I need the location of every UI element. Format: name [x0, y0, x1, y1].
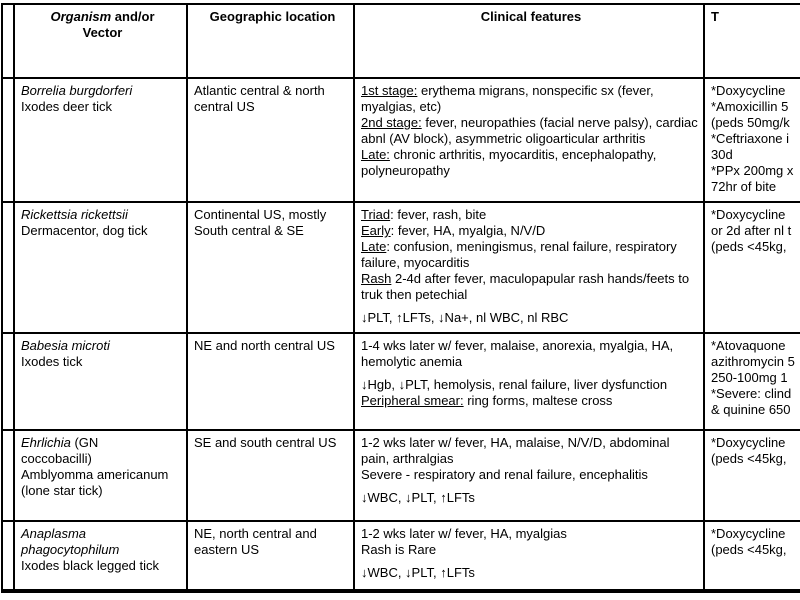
text-run: chronic arthritis, myocarditis, encephalopathy, polyneuropathy [361, 147, 657, 178]
text-run: Dermacentor, dog tick [21, 223, 148, 238]
text-run: Borrelia burgdorferi [21, 83, 133, 98]
text-run: *Atovaquone [711, 338, 786, 353]
paragraph [361, 83, 701, 179]
text-run: 30d [711, 147, 733, 162]
text-run: Babesia microti [21, 338, 110, 353]
text-run: Ixodes tick [21, 354, 83, 369]
text-run: *Doxycycline [711, 526, 786, 541]
organism-cell [14, 78, 187, 202]
clinical-cell [354, 202, 704, 333]
header-organism-vector [14, 4, 187, 78]
text-run: 2nd stage: [361, 115, 422, 130]
stub-cell [2, 430, 14, 521]
text-run: SE and south central US [194, 435, 337, 450]
text-run: azithromycin 5 [711, 354, 795, 369]
treatment-cell [704, 78, 800, 202]
paragraph [361, 565, 701, 581]
text-run: *Doxycycline [711, 435, 786, 450]
paragraph [711, 83, 800, 195]
text-run: (peds <45kg, [711, 239, 787, 254]
text-run: *Severe: clind [711, 386, 792, 401]
text-run: Rash is Rare [361, 542, 437, 557]
clinical-cell [354, 333, 704, 430]
text-run: Ixodes black legged tick [21, 558, 160, 573]
paragraph [194, 9, 351, 25]
paragraph [711, 435, 800, 467]
text-run: Vector [82, 25, 123, 40]
paragraph [194, 526, 351, 558]
header-geographic-location [187, 4, 354, 78]
text-run: Ehrlichia [21, 435, 71, 450]
text-run: Anaplasma [21, 526, 87, 541]
text-run: ↓WBC, ↓PLT, ↑LFTs [361, 490, 475, 505]
clinical-cell [354, 430, 704, 521]
paragraph [194, 83, 351, 115]
paragraph [361, 377, 701, 409]
paragraph [361, 338, 701, 370]
text-run: Organism [50, 9, 112, 24]
text-run: fever, neuropathies (facial nerve palsy), cardiac abnl (AV block), asymmetric oligoarticular arthritis [361, 115, 698, 146]
text-run: Severe - respiratory and renal failure, encephalitis [361, 467, 648, 482]
treatment-cell [704, 430, 800, 521]
row-ehrlichia [2, 430, 800, 521]
paragraph [361, 310, 701, 326]
geographic-cell [187, 78, 354, 202]
treatment-cell [704, 202, 800, 333]
text-run: Early [361, 223, 391, 238]
organism-cell [14, 521, 187, 591]
organism-cell [14, 333, 187, 430]
stub-cell [2, 78, 14, 202]
text-run: or 2d after nl t [711, 223, 792, 238]
text-run: Continental US, mostly South central & SE [194, 207, 327, 238]
text-run: (peds <45kg, [711, 542, 787, 557]
text-run: Rickettsia rickettsii [21, 207, 128, 222]
paragraph [194, 435, 351, 451]
paragraph [21, 435, 184, 499]
text-run: & quinine 650 [711, 402, 791, 417]
text-run: NE, north central and eastern US [194, 526, 317, 557]
stub-cell [2, 521, 14, 591]
paragraph [21, 83, 184, 115]
text-run: *Ceftriaxone i [711, 131, 790, 146]
text-run: *Doxycycline [711, 207, 786, 222]
text-run: 2-4d after fever, maculopapular rash hands/feets to truk then petechial [361, 271, 690, 302]
paragraph [361, 490, 701, 506]
clinical-cell [354, 78, 704, 202]
paragraph [711, 207, 800, 255]
stub-cell [2, 4, 14, 78]
paragraph [361, 9, 701, 25]
paragraph [361, 526, 701, 558]
text-run: *Doxycycline [711, 83, 786, 98]
organism-cell [14, 202, 187, 333]
clinical-cell [354, 521, 704, 591]
text-run: 250-100mg 1 [711, 370, 788, 385]
paragraph [194, 338, 351, 354]
text-run: 1-4 wks later w/ fever, malaise, anorexia, myalgia, HA, hemolytic anemia [361, 338, 674, 369]
treatment-cell [704, 333, 800, 430]
text-run: ↓Hgb, ↓PLT, hemolysis, renal failure, liver dysfunction [361, 377, 668, 392]
stub-cell [2, 202, 14, 333]
text-run: Amblyomma americanum [21, 467, 169, 482]
paragraph [194, 207, 351, 239]
header-row [2, 4, 800, 78]
text-run: Ixodes deer tick [21, 99, 113, 114]
paragraph [21, 9, 184, 41]
text-run: : confusion, meningismus, renal failure, respiratory failure, myocarditis [361, 239, 677, 270]
row-borrelia [2, 78, 800, 202]
paragraph [21, 338, 184, 370]
text-run: Clinical features [480, 9, 582, 24]
text-run: phagocytophilum [21, 542, 120, 557]
paragraph [21, 207, 184, 239]
text-run: *Amoxicillin 5 [711, 99, 789, 114]
geographic-cell [187, 333, 354, 430]
text-run: ring forms, maltese cross [463, 393, 613, 408]
text-run: erythema migrans, nonspecific sx (fever, myalgias, etc) [361, 83, 654, 114]
text-run: (peds 50mg/k [711, 115, 790, 130]
header-treatment [704, 4, 800, 78]
text-run: Atlantic central & north central US [194, 83, 325, 114]
text-run: ↓PLT, ↑LFTs, ↓Na+, nl WBC, nl RBC [361, 310, 569, 325]
row-anaplasma [2, 521, 800, 591]
paragraph [361, 435, 701, 483]
text-run: T [711, 9, 719, 24]
tick-borne-disease-table [1, 3, 800, 593]
geographic-cell [187, 430, 354, 521]
text-run: *PPx 200mg x [711, 163, 794, 178]
text-run: 1st stage: [361, 83, 418, 98]
paragraph [711, 9, 800, 25]
paragraph [21, 526, 184, 574]
text-run: : fever, rash, bite [390, 207, 487, 222]
row-rickettsia [2, 202, 800, 333]
text-run: coccobacilli) [21, 451, 92, 466]
text-run: and/or [111, 9, 155, 24]
text-run: Geographic location [209, 9, 336, 24]
text-run: Peripheral smear: [361, 393, 464, 408]
text-run: 72hr of bite [711, 179, 777, 194]
text-run: Triad [361, 207, 391, 222]
organism-cell [14, 430, 187, 521]
header-clinical-features [354, 4, 704, 78]
paragraph [361, 207, 701, 303]
text-run: Late: [361, 147, 390, 162]
row-babesia [2, 333, 800, 430]
geographic-cell [187, 521, 354, 591]
text-run: 1-2 wks later w/ fever, HA, malaise, N/V/D, abdominal pain, arthralgias [361, 435, 670, 466]
text-run: 1-2 wks later w/ fever, HA, myalgias [361, 526, 567, 541]
text-run: (peds <45kg, [711, 451, 787, 466]
stub-cell [2, 333, 14, 430]
text-run: (GN [70, 435, 99, 450]
text-run: : fever, HA, myalgia, N/V/D [390, 223, 546, 238]
treatment-cell [704, 521, 800, 591]
paragraph [711, 526, 800, 558]
text-run: Rash [361, 271, 392, 286]
geographic-cell [187, 202, 354, 333]
paragraph [711, 338, 800, 418]
text-run: NE and north central US [194, 338, 335, 353]
text-run: ↓WBC, ↓PLT, ↑LFTs [361, 565, 475, 580]
text-run: (lone star tick) [21, 483, 103, 498]
text-run: Late [361, 239, 387, 254]
